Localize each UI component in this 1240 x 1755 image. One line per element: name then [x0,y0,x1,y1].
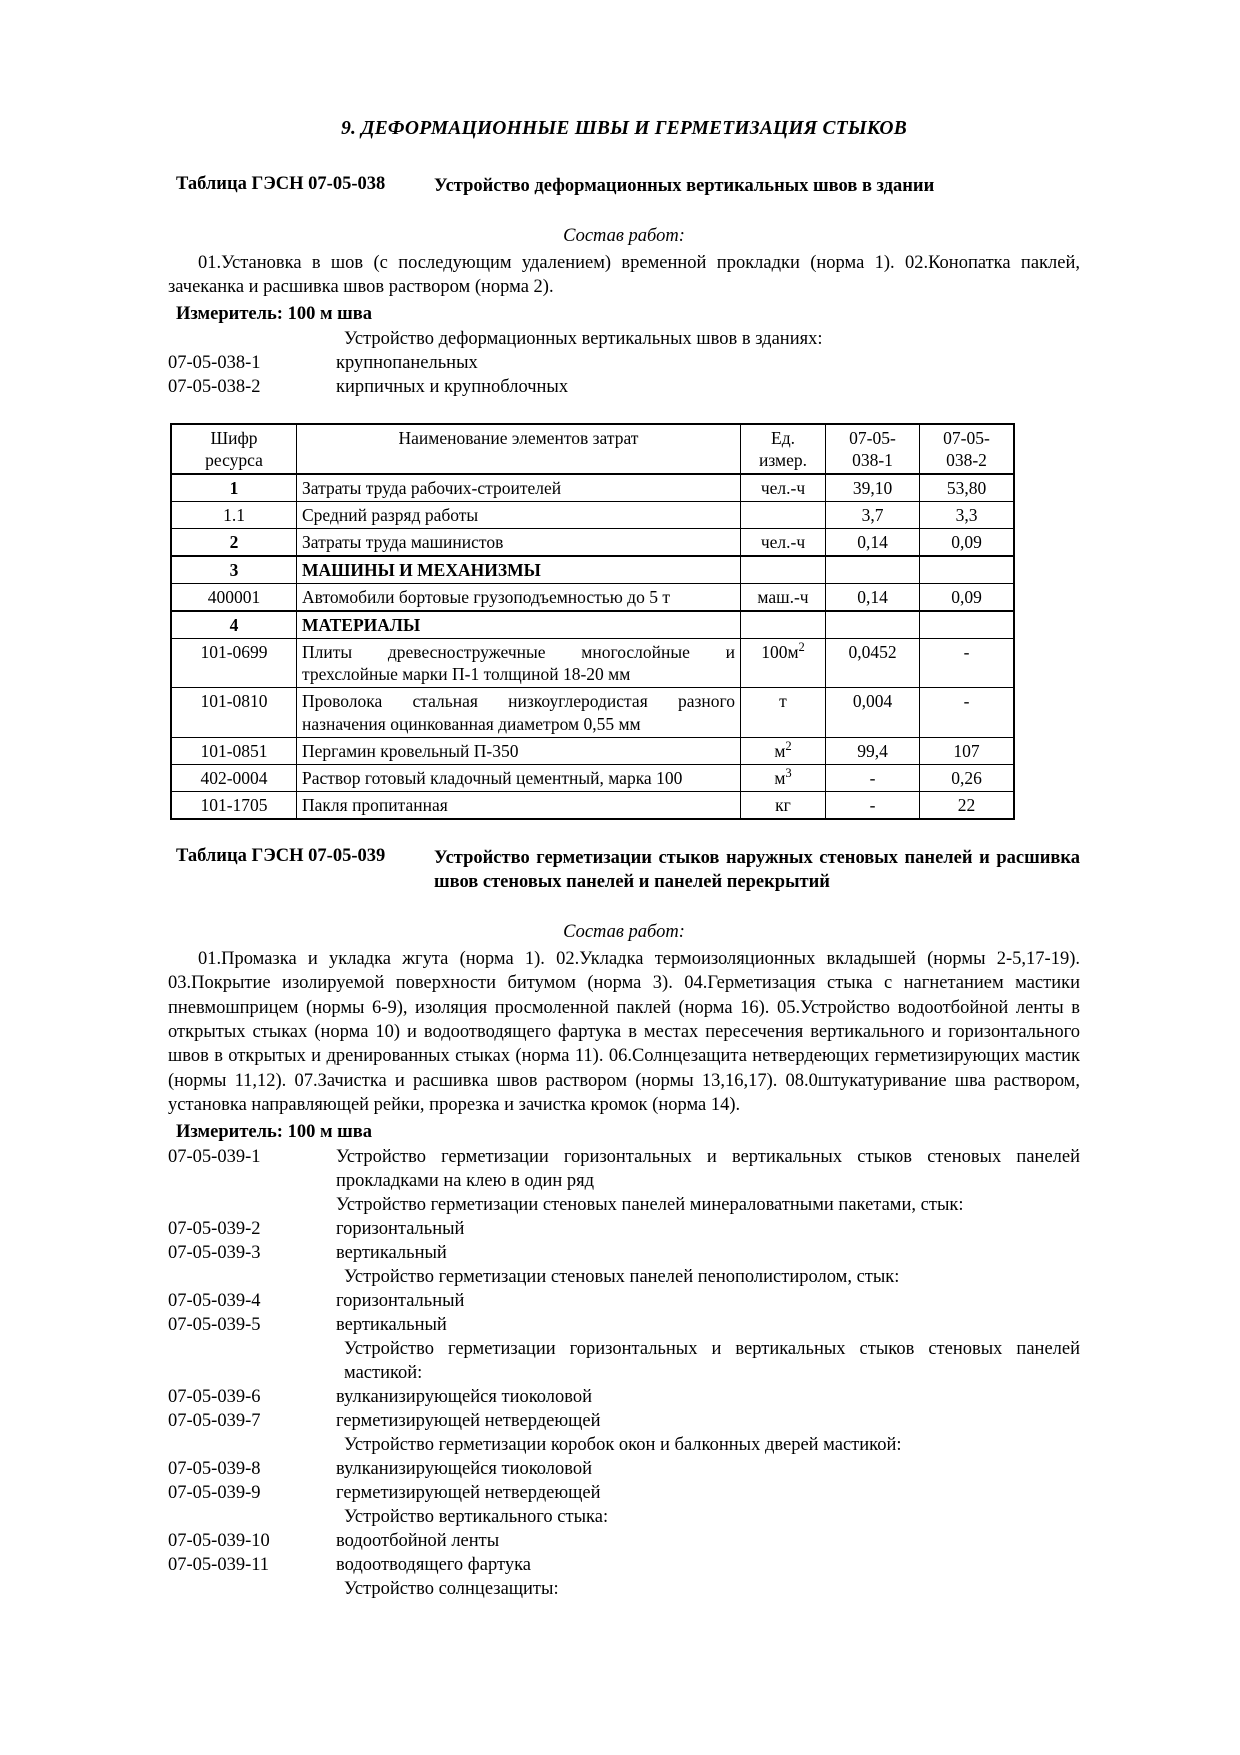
code-description: горизонтальный [336,1218,465,1239]
cell-value-038-2 [920,611,1015,639]
cell-value-038-2: 3,3 [920,502,1015,529]
header-cell-col-038-1 [826,424,920,474]
cell-resource-code: 1.1 [171,502,297,529]
group-heading: Устройство солнцезащиты: [344,1579,559,1600]
header-col2-line2: 038-2 [946,450,987,471]
code-description: Устройство герметизации горизонтальных и вертикальных стыков стеновых панелей прокладками на клею в один ряд [336,1146,1080,1191]
cell-resource-name: Средний разряд работы [297,502,741,529]
code-list-item [168,1457,1080,1481]
cell-unit: $м^2$ [741,737,826,764]
cell-resource-code: 400001 [171,584,297,612]
cell-unit: кг [741,791,826,819]
table-caption-code: Таблица ГЭСН 07-05-039 [176,845,386,866]
cell-value-038-1: 0,004 [826,688,920,737]
code-number: 07-05-039-9 [168,1483,261,1504]
resource-table-body [171,474,1014,819]
table-row [171,474,1014,502]
code-number: 07-05-039-11 [168,1555,270,1576]
code-number: 07-05-039-5 [168,1314,261,1335]
cell-unit: маш.-ч [741,584,826,612]
code-list-item [168,1289,1080,1313]
code-list-item [168,1529,1080,1553]
cell-unit: т [741,688,826,737]
cell-resource-code: 4 [171,611,297,639]
code-description: герметизирующей нетвердеющей [336,1483,601,1504]
cell-value-038-1: 0,0452 [826,639,920,688]
table-header-row [171,424,1014,474]
cell-resource-code: 101-0851 [171,737,297,764]
cell-value-038-1: - [826,791,920,819]
cell-resource-code: 402-0004 [171,764,297,791]
table-row [171,688,1014,737]
cell-resource-name: МАТЕРИАЛЫ [297,611,741,639]
group-heading: Устройство герметизации стеновых панелей пенополистиролом, стык: [344,1266,900,1287]
cell-value-038-2 [920,556,1015,584]
cell-resource-code: 101-1705 [171,791,297,819]
table-caption-title: Устройство деформационных вертикальных швов в здании [434,176,935,196]
code-list-item [168,375,1080,399]
sostav-rabot-heading-2: Состав работ: [563,921,685,942]
cell-value-038-2: 0,09 [920,529,1015,557]
code-description: кирпичных и крупноблочных [336,376,569,397]
chapter-title: 9. ДЕФОРМАЦИОННЫЕ ШВЫ И ГЕРМЕТИЗАЦИЯ СТЫКОВ [341,118,907,139]
header-code-line2: ресурса [205,450,263,471]
cell-resource-name: Затраты труда рабочих-строителей [297,474,741,502]
code-entry-list [168,1145,1080,1602]
header-unit-line2: измер. [759,450,807,471]
table-caption-038 [168,174,1080,198]
code-list-item [168,1241,1080,1265]
header-col1-line2: 038-1 [852,450,893,471]
group-heading: Устройство герметизации стеновых панелей минераловатными пакетами, стык: [336,1194,964,1215]
table-row [171,791,1014,819]
cell-resource-name: Раствор готовый кладочный цементный, марка 100 [297,764,741,791]
cell-resource-name: Автомобили бортовые грузоподъемностью до 5 т [297,584,741,612]
cell-value-038-1: 99,4 [826,737,920,764]
group-heading: Устройство герметизации горизонтальных и вертикальных стыков стеновых панелей мастикой: [344,1339,1080,1384]
table-row [171,611,1014,639]
header-cell-code [171,424,297,474]
cell-value-038-2: 22 [920,791,1015,819]
code-description: крупнопанельных [336,352,478,373]
code-number: 07-05-038-2 [168,376,261,397]
cell-resource-name: МАШИНЫ И МЕХАНИЗМЫ [297,556,741,584]
code-list-item [168,1553,1080,1577]
code-list-item [168,351,1080,375]
cell-resource-name: Пергамин кровельный П-350 [297,737,741,764]
table-row [171,737,1014,764]
header-code-line1: Шифр [210,428,258,448]
header-col2-line1: 07-05- [943,428,990,448]
code-list-item [168,1313,1080,1337]
cell-unit: чел.-ч [741,529,826,557]
izmeritel-2: Измеритель: 100 м шва [176,1121,373,1142]
code-number: 07-05-039-3 [168,1242,261,1263]
sostav-rabot-heading-1: Состав работ: [563,226,685,247]
cell-resource-name: Проволока стальная низкоуглеродистая разного назначения оцинкованная диаметром 0,55 мм [297,688,741,737]
table-row [171,529,1014,557]
table-row [171,764,1014,791]
cell-value-038-1: 39,10 [826,474,920,502]
code-description: вулканизирующейся тиоколовой [336,1387,593,1408]
code-description: вулканизирующейся тиоколовой [336,1459,593,1480]
table-caption-code: Таблица ГЭСН 07-05-038 [176,174,386,194]
group-heading: Устройство герметизации коробок окон и балконных дверей мастикой: [344,1435,902,1456]
header-cell-unit [741,424,826,474]
cell-resource-code: 101-0699 [171,639,297,688]
table-row [171,639,1014,688]
group-heading: Устройство вертикального стыка: [344,1507,609,1528]
cell-resource-code: 2 [171,529,297,557]
cell-value-038-1: 0,14 [826,584,920,612]
cell-value-038-1: - [826,764,920,791]
cell-value-038-2: 53,80 [920,474,1015,502]
cell-value-038-1 [826,556,920,584]
cell-resource-name: Плиты древесностружечные многослойные и трехслойные марки П-1 толщиной 18-20 мм [297,639,741,688]
group-heading-1: Устройство деформационных вертикальных швов в зданиях: [344,328,823,349]
code-list-item [168,1217,1080,1241]
cell-resource-code: 3 [171,556,297,584]
header-col1-line1: 07-05- [849,428,896,448]
cell-resource-code: 101-0810 [171,688,297,737]
code-description: герметизирующей нетвердеющей [336,1411,601,1432]
code-list-item [168,1481,1080,1505]
cell-unit: чел.-ч [741,474,826,502]
header-unit-line1: Ед. [771,428,795,448]
sostav-rabot-text-1: 01.Установка в шов (с последующим удалением) временной прокладки (норма 1). 02.Конопатка паклей, зачеканка и расшивка швов раствором (норма 2). [168,253,1080,298]
cell-value-038-1 [826,611,920,639]
code-number: 07-05-039-7 [168,1411,261,1432]
code-list-item [168,1385,1080,1409]
cell-value-038-2: 0,09 [920,584,1015,612]
cell-value-038-1: 3,7 [826,502,920,529]
resource-table-header [171,424,1014,474]
code-number: 07-05-039-6 [168,1387,261,1408]
cell-unit: $м^3$ [741,764,826,791]
cell-unit [741,502,826,529]
code-number: 07-05-038-1 [168,352,261,373]
cell-unit [741,556,826,584]
header-cell-name: Наименование элементов затрат [297,424,741,474]
cell-value-038-1: 0,14 [826,529,920,557]
cell-resource-code: 1 [171,474,297,502]
code-number: 07-05-039-4 [168,1290,261,1311]
cell-resource-name: Затраты труда машинистов [297,529,741,557]
table-row [171,502,1014,529]
cell-value-038-2: - [920,639,1015,688]
code-description: водоотводящего фартука [336,1555,531,1576]
resource-table-038 [170,423,1015,820]
table-caption-title: Устройство герметизации стыков наружных стеновых панелей и расшивка швов стеновых панелей и панелей перекрытий [434,847,1080,892]
cell-unit [741,611,826,639]
code-list-item [168,1409,1080,1433]
cell-unit: $100м^2$ [741,639,826,688]
code-number: 07-05-039-8 [168,1459,261,1480]
code-description: вертикальный [336,1242,447,1263]
cell-value-038-2: - [920,688,1015,737]
izmeritel-1: Измеритель: 100 м шва [176,303,373,324]
sostav-rabot-text-2: 01.Промазка и укладка жгута (норма 1). 02.Укладка термоизоляционных вкладышей (нормы 2-5,17-19). 03.Покрытие изолируемой поверхности битумом (норма 3). 04.Герметизация стыка с нагнетанием мастики пневмошприцем (нормы 6-9), изоляция просмоленной паклей (норма 16). 05.Устройство водоотбойной ленты в открытых стыках (норма 10) и водоотводящего фартука в местах пересечения вертикального и горизонтального швов в открытых и дренированных стыках (норма 11). 06.Солнцезащита нетвердеющих герметизирующих мастик (нормы 11,12). 07.Зачистка и расшивка швов раствором (нормы 13,16,17). 08.0штукатуривание шва раствором, установка направляющей рейки, прорезка и зачистка кромок (норма 14). [168,948,1080,1116]
table-caption-039 [168,846,1080,894]
table-row [171,556,1014,584]
code-number: 07-05-039-10 [168,1531,270,1552]
cell-value-038-2: 0,26 [920,764,1015,791]
cell-value-038-2: 107 [920,737,1015,764]
code-number: 07-05-039-2 [168,1218,261,1239]
code-description: вертикальный [336,1314,447,1335]
code-list-item [168,1145,1080,1193]
code-description: горизонтальный [336,1290,465,1311]
cell-resource-name: Пакля пропитанная [297,791,741,819]
code-description: водоотбойной ленты [336,1531,500,1552]
table-row [171,584,1014,612]
header-cell-col-038-2 [920,424,1015,474]
code-number: 07-05-039-1 [168,1146,261,1167]
